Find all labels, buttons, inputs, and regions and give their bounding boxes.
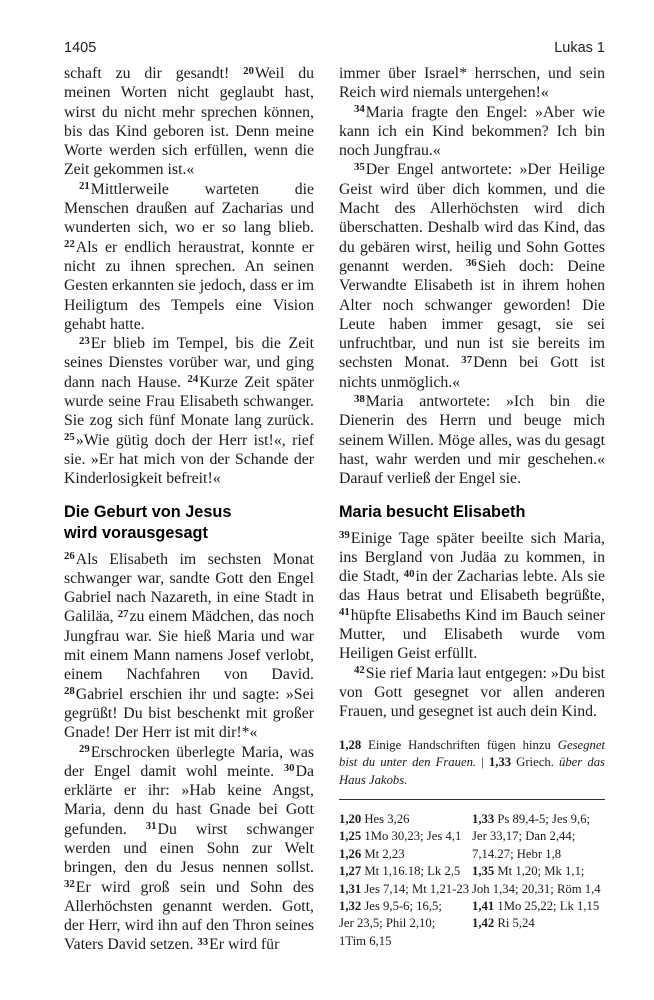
verse-number: 31 (145, 820, 157, 833)
section-heading: Maria besucht Elisabeth (339, 502, 526, 521)
verse-number: 33 (197, 935, 209, 948)
verse-number: 38 (354, 392, 365, 405)
cross-reference-line: 1,41 1Mo 25,22; Lk 1,15 (472, 898, 600, 913)
body-paragraph: schaft zu dir gesandt! $^{20}$Weil du meinen Worten nicht geglaubt hast, wirst du nicht mehr sprechen können, bis das Kind geboren ist. Denn meine Worte werden sich erfüllen, wenn die Zeit gekommen ist.« (64, 64, 314, 179)
left-text-column (64, 64, 314, 955)
reference-key: 1,27 (339, 864, 362, 879)
verse-number: 37 (461, 353, 473, 366)
body-paragraph: $^{39}$Einige Tage später beeilte sich Maria, ins Bergland von Judäa zu kommen, in die Stadt, $^{40}$in der Zacharias lebte. Als sie das Haus betrat und Elisabeth begrüßte, $^{41}$hüpfte Elisabeths Kind im Bauch seiner Mutter, und Elisabeth wurde vom Heiligen Geist erfüllt. (339, 529, 605, 663)
cross-reference-line: 7,14.27; Hebr 1,8 (472, 846, 562, 861)
cross-reference-line: Jer 33,17; Dan 2,44; (472, 829, 576, 844)
reference-key: 1,28 (339, 737, 362, 752)
body-paragraph: $^{29}$Erschrocken überlegte Maria, was der Engel damit wohl meinte. $^{30}$Da erklärte er ihr: »Hab keine Angst, Maria, denn du hast Gnade bei Gott gefunden. $^{31}$Du wirst schwanger werden und einen Sohn zur Welt bringen, den du Jesus nennen sollst. $^{32}$Er wird groß sein und Sohn des Allerhöchsten genannt werden. Gott, der Herr, wird ihn auf den Thron seines Vaters David setzen. $^{33}$Er wird für (64, 743, 314, 954)
verse-number: 26 (64, 550, 75, 563)
verse-number: 27 (117, 607, 129, 620)
section-heading: Die Geburt von Jesus wird vorausgesagt (64, 502, 232, 542)
verse-number: 34 (354, 103, 365, 116)
translation-footnote: 1,28 Einige Handschriften fügen hinzu Gesegnet bist du unter den Frauen. | 1,33 Griech. über das Haus Jakobs. (339, 737, 605, 788)
cross-reference-line: 1,26 Mt 2,23 (339, 846, 405, 861)
text-columns (64, 64, 605, 955)
page-number: 1405 (64, 40, 97, 56)
cross-reference-line: 1,27 Mt 1,16.18; Lk 2,5 (339, 864, 461, 879)
cross-reference-line: 1,31 Jes 7,14; Mt 1,21-23 (339, 881, 470, 896)
cross-reference-list (339, 811, 605, 950)
reference-key: 1,33 (488, 755, 512, 770)
body-paragraph: $^{35}$Der Engel antwortete: »Der Heilige Geist wird über dich kommen, und die Macht des Allerhöchsten wird dich überschatten. Deshalb wird das Kind, das du gebären wirst, heilig und Sohn Gottes genannt werden. $^{36}$Sieh doch: Deine Verwandte Elisabeth ist in ihrem hohen Alter noch schwanger geworden! Die Leute haben immer gesagt, sie sei unfruchtbar, und nun ist sie bereits im sechsten Monat. $^{37}$Denn bei Gott ist nichts unmöglich.« (339, 160, 605, 391)
book-chapter-title: Lukas 1 (554, 40, 605, 56)
reference-key: 1,26 (339, 846, 362, 861)
reference-key: 1,20 (339, 811, 362, 826)
running-header (64, 40, 605, 56)
cross-reference-line: 1Tim 6,15 (339, 933, 392, 948)
verse-number: 28 (64, 685, 75, 698)
cross-reference-line: 1,42 Ri 5,24 (472, 916, 535, 931)
verse-number: 42 (354, 664, 365, 677)
verse-number: 36 (465, 257, 477, 270)
italic-note-text: Gesegnet bist du unter den Frauen. (339, 737, 605, 770)
cross-reference-line: 1,33 Ps 89,4-5; Jes 9,6; (472, 811, 591, 826)
verse-number: 39 (339, 529, 350, 542)
verse-number: 22 (64, 238, 75, 251)
cross-reference-line: 1,35 Mt 1,20; Mk 1,1; (472, 864, 585, 879)
body-paragraph: $^{21}$Mittlerweile warteten die Menschen draußen auf Zacharias und wunderten sich, wo er so lang blieb. $^{22}$Als er endlich heraustrat, konnte er nicht zu ihnen sprechen. An seinen Gesten erkannten sie jedoch, dass er im Heiligtum des Tempels eine Vision gehabt hatte. (64, 180, 314, 333)
verse-number: 23 (79, 334, 90, 347)
verse-number: 30 (283, 762, 295, 775)
verse-number: 40 (403, 567, 415, 580)
cross-reference-line: 1,20 Hes 3,26 (339, 811, 410, 826)
reference-key: 1,32 (339, 898, 362, 913)
reference-key: 1,33 (472, 811, 495, 826)
footnote-divider-rule (339, 799, 605, 800)
reference-key: 1,42 (472, 916, 495, 931)
cross-reference-line: Joh 1,34; 20,31; Röm 1,4 (472, 881, 601, 896)
reference-key: 1,31 (339, 881, 362, 896)
body-paragraph: $^{26}$Als Elisabeth im sechsten Monat schwanger war, sandte Gott den Engel Gabriel nach Nazareth, in eine Stadt in Galiläa, $^{27}$zu einem Mädchen, das noch Jungfrau war. Sie hieß Maria und war mit einem Mann namens Josef verlobt, einem Nachfahren von David. $^{28}$Gabriel erschien ihr und sagte: »Sei gegrüßt! Du bist beschenkt mit großer Gnade! Der Herr ist mit dir!*« (64, 550, 314, 742)
verse-number: 21 (79, 180, 90, 193)
verse-number: 20 (243, 64, 254, 77)
body-paragraph: immer über Israel* herrschen, und sein Reich wird niemals untergehen!« (339, 65, 605, 102)
reference-key: 1,35 (472, 864, 495, 879)
cross-reference-line: Jer 23,5; Phil 2,10; (339, 916, 436, 931)
body-paragraph: $^{23}$Er blieb im Tempel, bis die Zeit seines Dienstes vorüber war, und ging dann nach Hause. $^{24}$Kurze Zeit später wurde seine Frau Elisabeth schwanger. Sie zog sich fünf Monate lang zurück. $^{25}$»Wie gütig doch der Herr ist!«, rief sie. »Er hat mich von der Schande der Kinderlosigkeit befreit!« (64, 334, 314, 488)
body-paragraph: $^{42}$Sie rief Maria laut entgegen: »Du bist von Gott gesegnet vor allen anderen Frauen, und gesegnet ist auch dein Kind. (339, 664, 605, 721)
verse-number: 29 (79, 743, 90, 755)
cross-reference-line: 1,25 1Mo 30,23; Jes 4,1 (339, 829, 462, 844)
verse-number: 35 (354, 160, 365, 173)
italic-note-text: über das Haus Jakobs. (339, 755, 605, 788)
right-text-column (339, 64, 605, 955)
verse-number: 25 (64, 431, 75, 444)
reference-key: 1,25 (339, 829, 362, 844)
cross-reference-line: 1,32 Jes 9,5-6; 16,5; (339, 898, 442, 913)
verse-number: 32 (64, 878, 75, 891)
cross-reference-column (472, 811, 605, 950)
body-paragraph: $^{38}$Maria antwortete: »Ich bin die Dienerin des Herrn und beuge mich seinem Willen. Möge alles, was du gesagt hast, wahr werden und mir geschehen.« Darauf verließ der Engel sie. (339, 392, 605, 488)
verse-number: 24 (187, 373, 199, 386)
cross-reference-column (339, 811, 472, 950)
body-paragraph: $^{34}$Maria fragte den Engel: »Aber wie kann ich ein Kind bekommen? Ich bin noch Jungfrau.« (339, 103, 605, 160)
reference-key: 1,41 (472, 898, 495, 913)
verse-number: 41 (339, 606, 350, 619)
